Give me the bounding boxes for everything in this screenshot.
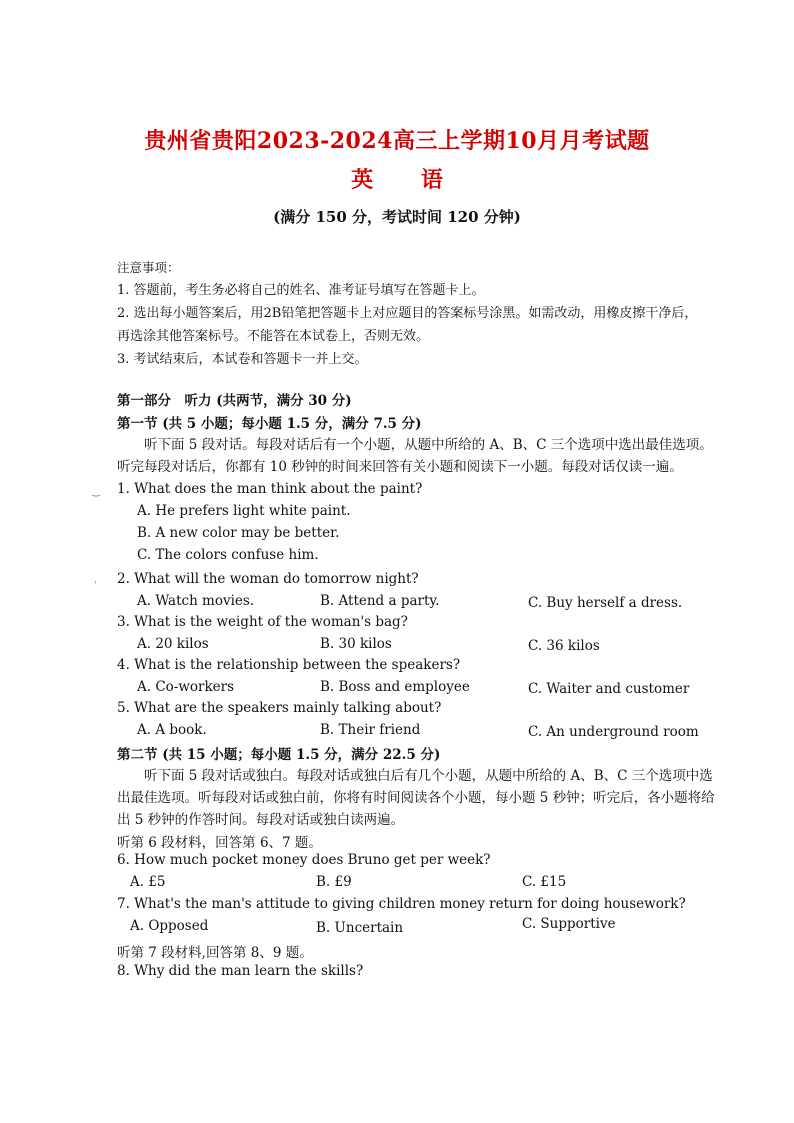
listen-instruction-6: 听第 6 段材料，回答第 6、7 题。 — [117, 835, 322, 851]
q1-option-a: A. He prefers light white paint. — [137, 503, 351, 519]
question-8: 8. Why did the man learn the skills? — [117, 963, 364, 979]
exam-info: (满分 150 分，考试时间 120 分钟) — [273, 208, 521, 226]
instruction-line: 出最佳选项。听每段对话或独白前，你将有时间阅读各个小题，每小题 5 秒钟；听完后，各小题将给 — [117, 790, 715, 806]
instruction-line: 出 5 秒钟的作答时间。每段对话或独白读两遍。 — [117, 812, 405, 828]
scan-mark: ˌ — [94, 574, 97, 585]
q2-option-b: B. Attend a party. — [320, 593, 440, 609]
q2-option-c: C. Buy herself a dress. — [528, 595, 683, 611]
section2-heading: 第二节 (共 15 小题；每小题 1.5 分，满分 22.5 分) — [117, 747, 441, 763]
q5-option-c: C. An underground room — [528, 724, 699, 740]
question-2: 2. What will the woman do tomorrow night? — [117, 571, 419, 587]
q6-option-a: A. £5 — [130, 874, 166, 890]
q3-option-c: C. 36 kilos — [528, 638, 600, 654]
q5-option-b: B. Their friend — [320, 722, 421, 738]
q6-option-b: B. £9 — [316, 874, 352, 890]
question-7: 7. What's the man's attitude to giving children money return for doing housework? — [117, 896, 686, 912]
instruction-line: 听完每段对话后，你都有 10 秒钟的时间来回答有关小题和阅读下一小题。每段对话仅读一遍。 — [117, 459, 683, 475]
instruction-line: 听下面 5 段对话。每段对话后有一个小题，从题中所给的 A、B、C 三个选项中选出最佳选项。 — [144, 437, 713, 453]
section2-instructions — [117, 765, 785, 831]
part1-heading: 第一部分 听力 (共两节，满分 30 分) — [117, 393, 352, 409]
q7-option-a: A. Opposed — [130, 918, 209, 934]
q4-option-a: A. Co-workers — [137, 679, 235, 695]
q3-option-b: B. 30 kilos — [320, 636, 392, 652]
notice-item: 1. 答题前，考生务必将自己的姓名、准考证号填写在答题卡上。 — [117, 283, 485, 298]
question-3: 3. What is the weight of the woman's bag? — [117, 614, 408, 630]
notice-item: 再选涂其他答案标号。不能答在本试卷上，否则无效。 — [117, 329, 430, 344]
listen-instruction-7: 听第 7 段材料,回答第 8、9 题。 — [117, 945, 313, 961]
q7-option-b: B. Uncertain — [316, 920, 404, 936]
section1-instructions — [117, 434, 785, 478]
q1-option-b: B. A new color may be better. — [137, 525, 340, 541]
scan-mark: ‿ — [92, 486, 101, 497]
q7-option-c: C. Supportive — [522, 916, 616, 932]
q4-option-c: C. Waiter and customer — [528, 681, 690, 697]
q6-option-c: C. £15 — [522, 874, 567, 890]
question-4: 4. What is the relationship between the speakers? — [117, 657, 461, 673]
notice-item: 3. 考试结束后，本试卷和答题卡一并上交。 — [117, 352, 368, 367]
subject-title: 英 语 — [351, 167, 443, 193]
exam-title: 贵州省贵阳2023-2024高三上学期10月月考试题 — [144, 128, 650, 154]
instruction-line: 听下面 5 段对话或独白。每段对话或独白后有几个小题，从题中所给的 A、B、C 三个选项中选 — [144, 768, 713, 784]
question-6: 6. How much pocket money does Bruno get per week? — [117, 852, 491, 868]
q3-option-a: A. 20 kilos — [137, 636, 209, 652]
q1-option-c: C. The colors confuse him. — [137, 547, 319, 563]
notice-item: 2. 选出每小题答案后，用2B铅笔把答题卡上对应题目的答案标号涂黑。如需改动，用橡皮擦干净后， — [117, 306, 698, 321]
question-1: 1. What does the man think about the paint? — [117, 481, 423, 497]
question-5: 5. What are the speakers mainly talking about? — [117, 700, 442, 716]
q4-option-b: B. Boss and employee — [320, 679, 470, 695]
q5-option-a: A. A book. — [137, 722, 207, 738]
notice-heading: 注意事项： — [117, 260, 180, 275]
q2-option-a: A. Watch movies. — [137, 593, 255, 609]
section1-heading: 第一节 (共 5 小题；每小题 1.5 分，满分 7.5 分) — [117, 416, 422, 432]
notice-section — [117, 256, 777, 371]
